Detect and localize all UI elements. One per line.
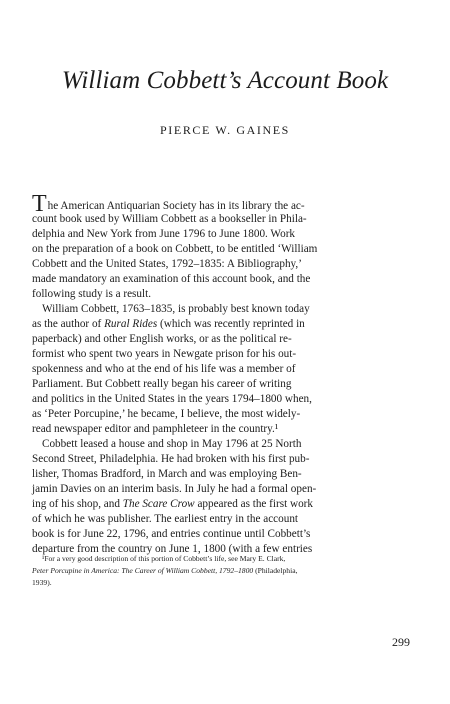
text-line: read newspaper editor and pamphleteer in the country.¹	[32, 423, 279, 435]
text-line: made mandatory an examination of this account book, and the	[32, 273, 311, 285]
paragraph	[32, 437, 440, 557]
text-line: Cobbett and the United States, 1792–1835: A Bibliography,’	[32, 258, 302, 270]
italic-title: Peter Porcupine in America: The Career of William Cobbett, 1792–1800	[32, 566, 254, 575]
text-line: spokenness and who at the end of his life was a member of	[32, 363, 296, 375]
text-line: departure from the country on June 1, 1800 (with a few entries	[32, 543, 313, 555]
footnote-line: ¹For a very good description of this portion of Cobbett’s life, see Mary E. Clark,	[42, 554, 286, 563]
text-line: as the author of Rural Rides (which was recently reprinted in	[32, 318, 305, 330]
text-line: William Cobbett, 1763–1835, is probably best known today	[42, 303, 310, 315]
text-line: on the preparation of a book on Cobbett, to be entitled ‘William	[32, 243, 318, 255]
italic-title: Rural Rides	[104, 318, 158, 330]
text-line: Parliament. But Cobbett really began his career of writing	[32, 378, 292, 390]
text-line: Cobbett leased a house and shop in May 1796 at 25 North	[42, 438, 302, 450]
text-line: The American Antiquarian Society has in its library the ac-	[32, 191, 305, 217]
text-line: delphia and New York from June 1796 to June 1800. Work	[32, 228, 296, 240]
article-author: PIERCE W. GAINES	[160, 123, 290, 137]
page-number: 299	[392, 635, 410, 649]
footnote-line: 1939).	[32, 578, 52, 587]
article-title: William Cobbett’s Account Book	[61, 67, 389, 94]
text-line: ing of his shop, and The Scare Crow appeared as the first work	[32, 498, 313, 510]
text-line: paperback) and other English works, or as the political re-	[32, 333, 292, 345]
footnote-line: Peter Porcupine in America: The Career of William Cobbett, 1792–1800 (Philadelphia,	[32, 566, 298, 575]
body-text	[32, 191, 440, 557]
footnote	[32, 553, 440, 589]
text-line: and politics in the United States in the years 1794–1800 when,	[32, 393, 312, 405]
text-line: of which he was publisher. The earliest entry in the account	[32, 513, 299, 525]
text-line: book is for June 22, 1796, and entries continue until Cobbett’s	[32, 528, 311, 540]
text-line: jamin Davies on an interim basis. In July he had a formal open-	[32, 483, 317, 495]
text-line: as ‘Peter Porcupine,’ he became, I believe, the most widely-	[32, 408, 301, 420]
text-line: lisher, Thomas Bradford, in March and was employing Ben-	[32, 468, 302, 480]
paragraph	[32, 302, 440, 437]
drop-cap: T	[32, 191, 47, 217]
text-line: Second Street, Philadelphia. He had broken with his first pub-	[32, 453, 310, 465]
paragraph	[32, 191, 440, 302]
text-line: following study is a result.	[32, 288, 152, 300]
italic-title: The Scare Crow	[122, 498, 195, 510]
text-line: count book used by William Cobbett as a bookseller in Phila-	[32, 213, 307, 225]
text-line: formist who spent two years in Newgate prison for his out-	[32, 348, 297, 360]
